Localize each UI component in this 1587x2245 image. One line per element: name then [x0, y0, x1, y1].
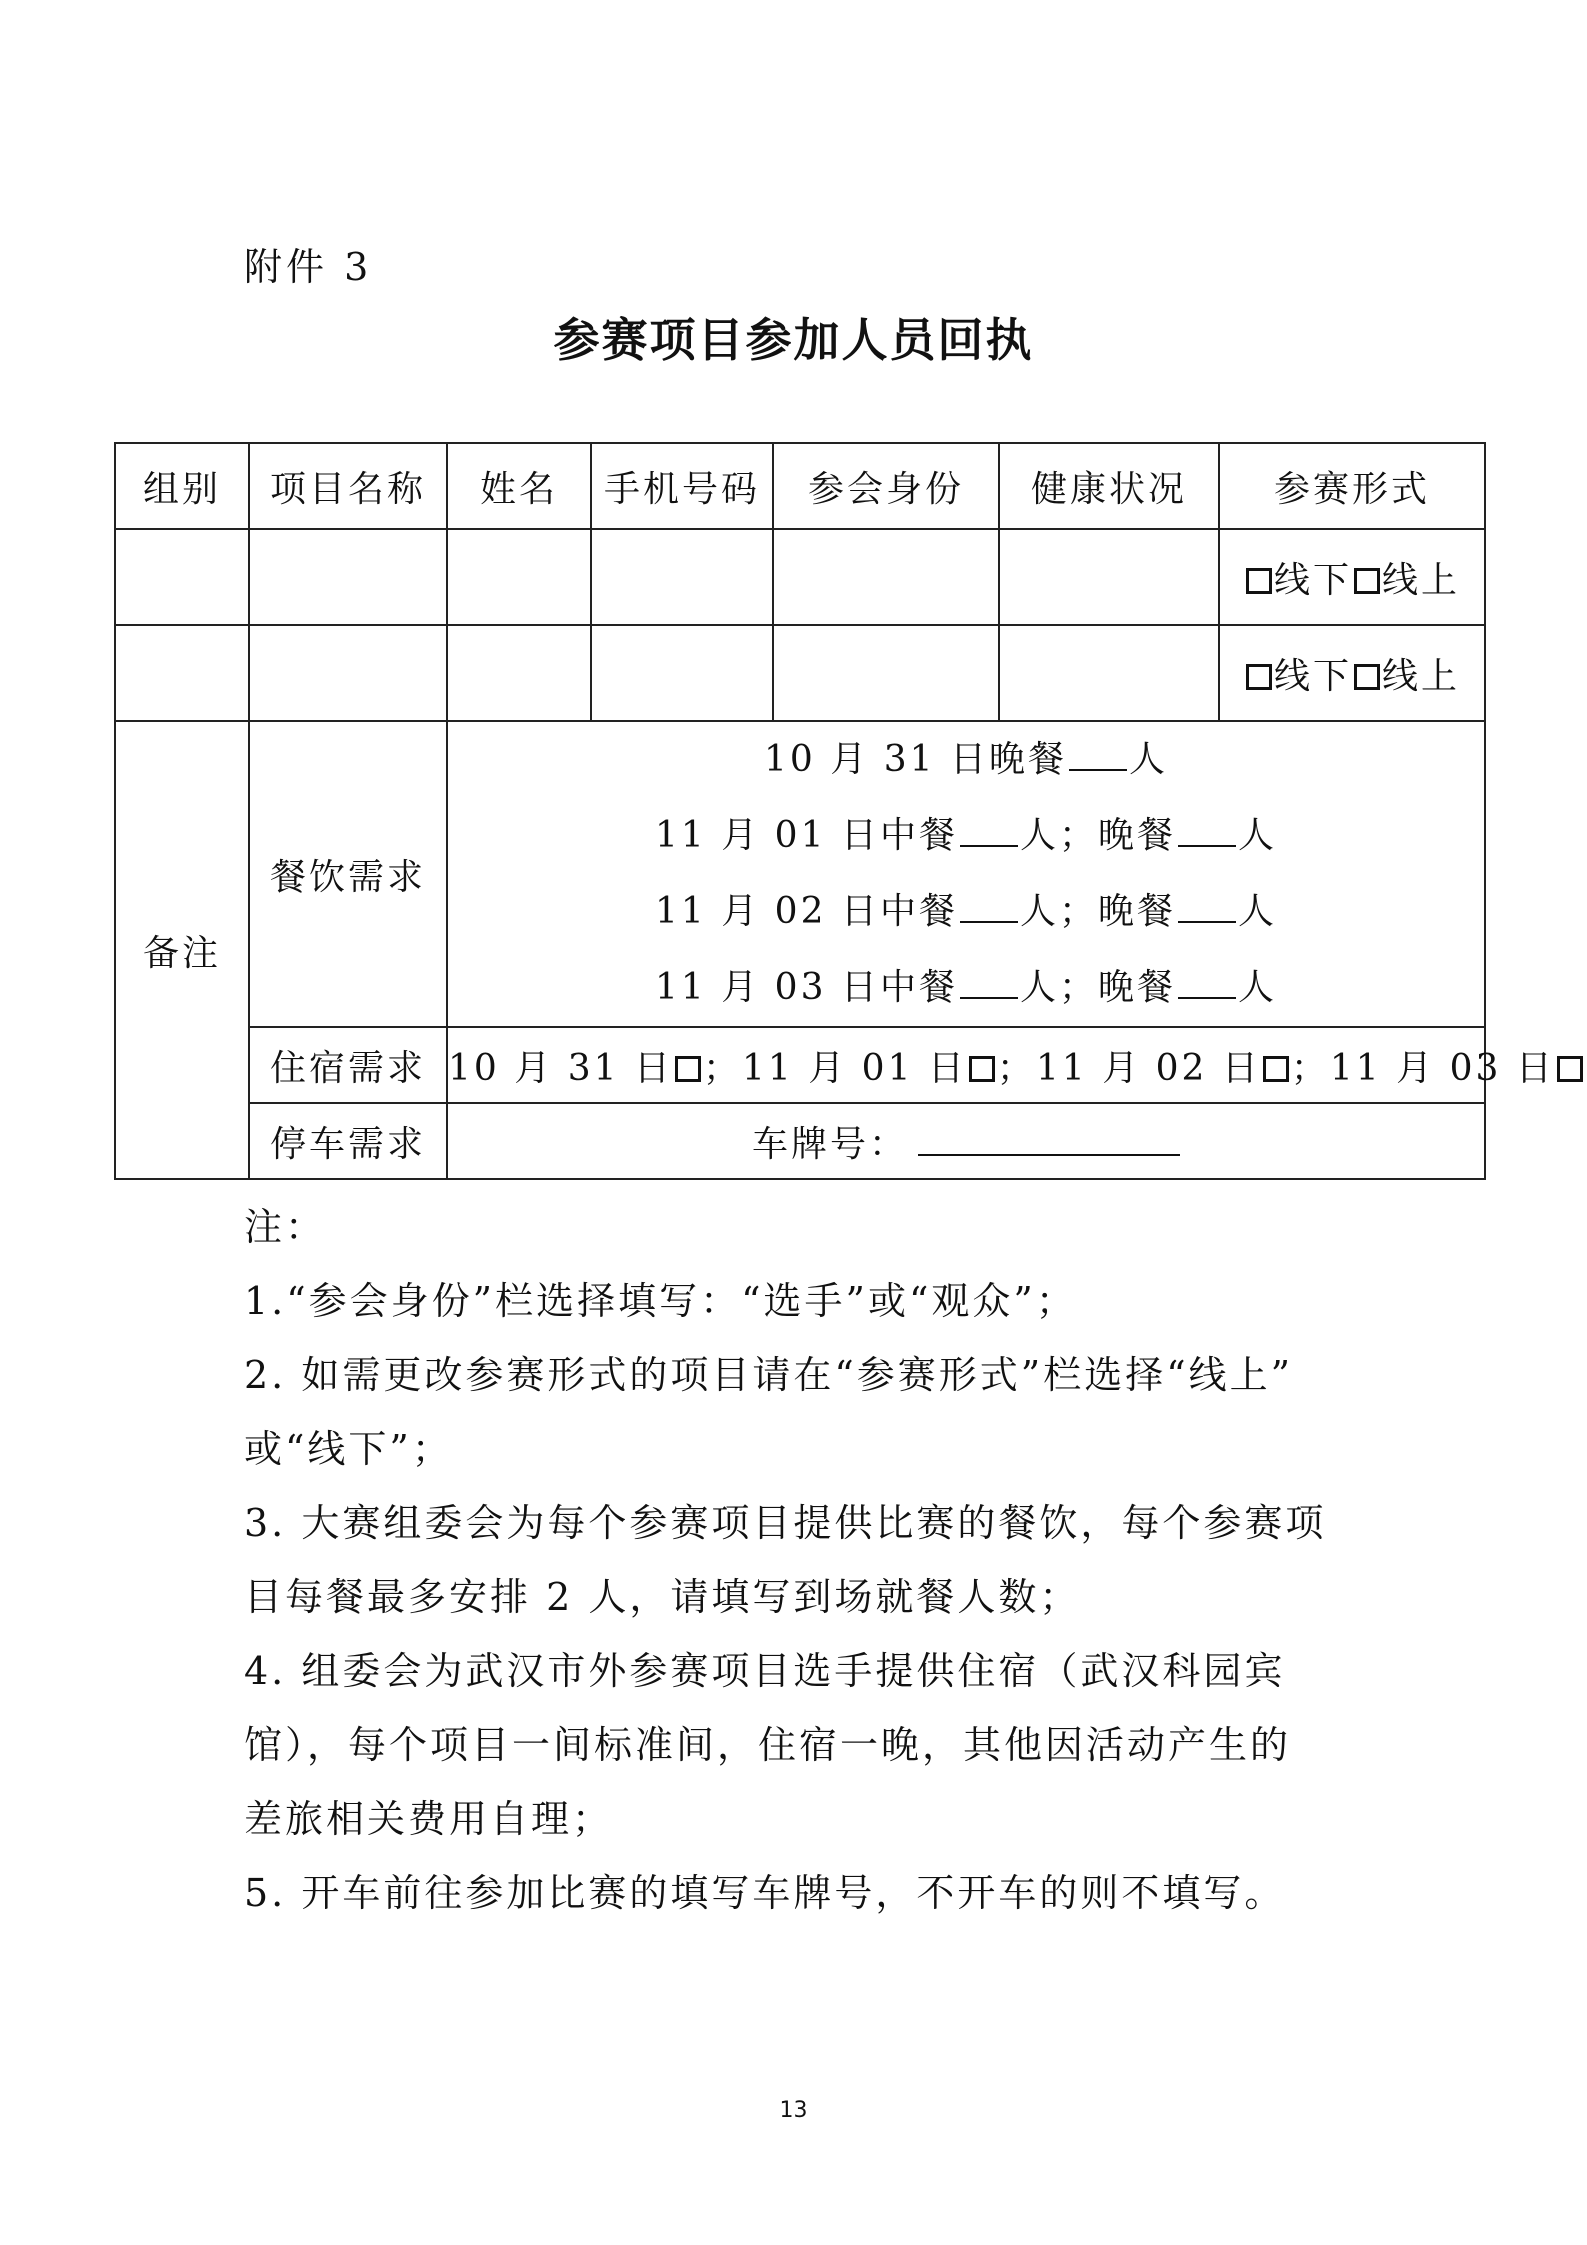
meal-name: 晚餐	[988, 739, 1067, 780]
parking-label: 停车需求	[249, 1103, 447, 1179]
meal-unit: 人	[1019, 967, 1059, 1008]
cell-name[interactable]	[447, 625, 591, 721]
lodging-separator: ；	[702, 1047, 742, 1089]
note-line: 1.“参会身份”栏选择填写：“选手”或“观众”；	[244, 1279, 1077, 1323]
attachment-label: 附件 3	[244, 245, 373, 289]
meal-unit: 人	[1238, 815, 1278, 856]
meal-unit: 人	[1238, 891, 1278, 932]
lodging-checkbox[interactable]	[969, 1056, 995, 1082]
note-line: 2. 如需更改参赛形式的项目请在“参赛形式”栏选择“线上”	[244, 1353, 1294, 1397]
meal-separator: ；	[1058, 891, 1098, 932]
meal-unit: 人	[1019, 815, 1059, 856]
meal-name: 晚餐	[1097, 891, 1176, 932]
offline-checkbox[interactable]	[1246, 568, 1272, 594]
plate-input[interactable]	[918, 1124, 1180, 1156]
cell-role[interactable]	[773, 529, 999, 625]
note-line: 或“线下”；	[244, 1427, 453, 1471]
lodging-date: 10 月 31 日	[448, 1047, 673, 1089]
lodging-checkbox[interactable]	[1557, 1056, 1583, 1082]
meal-name: 中餐	[879, 891, 958, 932]
lodging-separator: ；	[996, 1047, 1036, 1089]
meal-date: 11 月 03 日	[654, 967, 880, 1008]
online-label: 线上	[1382, 655, 1461, 697]
parking-field	[447, 1103, 1485, 1179]
lodging-label: 住宿需求	[249, 1027, 447, 1103]
cell-project-name[interactable]	[249, 625, 447, 721]
online-checkbox[interactable]	[1354, 568, 1380, 594]
page-number: 13	[779, 2098, 808, 2123]
meal-name: 晚餐	[1097, 815, 1176, 856]
plate-label: 车牌号：	[751, 1123, 908, 1165]
meal-count-input[interactable]	[1069, 739, 1127, 771]
lodging-date: 11 月 02 日	[1035, 1047, 1261, 1089]
meal-count-input[interactable]	[960, 815, 1018, 847]
online-checkbox[interactable]	[1354, 664, 1380, 690]
offline-checkbox[interactable]	[1246, 664, 1272, 690]
header-group: 组别	[115, 443, 249, 529]
cell-phone[interactable]	[591, 529, 773, 625]
lodging-separator: ；	[1290, 1047, 1330, 1089]
meal-line	[448, 950, 1484, 1026]
meal-unit: 人	[1128, 739, 1168, 780]
note-line: 3. 大赛组委会为每个参赛项目提供比赛的餐饮，每个参赛项	[244, 1501, 1327, 1545]
note-line: 目每餐最多安排 2 人，请填写到场就餐人数；	[244, 1575, 1081, 1619]
meal-count-input[interactable]	[960, 891, 1018, 923]
cell-format	[1219, 529, 1485, 625]
cell-name[interactable]	[447, 529, 591, 625]
cell-phone[interactable]	[591, 625, 773, 721]
meal-date: 10 月 31 日	[764, 739, 989, 780]
table-row	[115, 625, 1485, 721]
meal-unit: 人	[1238, 967, 1278, 1008]
header-format: 参赛形式	[1219, 443, 1485, 529]
cell-format	[1219, 625, 1485, 721]
catering-label: 餐饮需求	[249, 721, 447, 1027]
catering-row	[115, 721, 1485, 1027]
lodging-checkbox[interactable]	[675, 1056, 701, 1082]
note-line: 差旅相关费用自理；	[244, 1797, 614, 1841]
meal-line	[448, 798, 1484, 874]
meal-line	[448, 722, 1484, 798]
notes-section	[244, 1190, 1364, 1930]
meal-name: 中餐	[879, 815, 958, 856]
lodging-date: 11 月 01 日	[741, 1047, 967, 1089]
note-line: 馆），每个项目一间标准间，住宿一晚，其他因活动产生的	[244, 1723, 1292, 1767]
note-line: 5. 开车前往参加比赛的填写车牌号，不开车的则不填写。	[244, 1871, 1286, 1915]
offline-label: 线下	[1273, 559, 1352, 601]
cell-group[interactable]	[115, 529, 249, 625]
parking-row	[115, 1103, 1485, 1179]
header-name: 姓名	[447, 443, 591, 529]
catering-lines	[447, 721, 1485, 1027]
header-health: 健康状况	[999, 443, 1219, 529]
cell-health[interactable]	[999, 625, 1219, 721]
meal-count-input[interactable]	[960, 967, 1018, 999]
cell-health[interactable]	[999, 529, 1219, 625]
lodging-checkbox[interactable]	[1263, 1056, 1289, 1082]
meal-count-input[interactable]	[1178, 967, 1236, 999]
meal-lines-container	[448, 722, 1484, 1026]
meal-separator: ；	[1058, 815, 1098, 856]
meal-count-input[interactable]	[1178, 815, 1236, 847]
page-title: 参赛项目参加人员回执	[553, 313, 1034, 367]
meal-count-input[interactable]	[1178, 891, 1236, 923]
header-role: 参会身份	[773, 443, 999, 529]
offline-label: 线下	[1273, 655, 1352, 697]
header-project-name: 项目名称	[249, 443, 447, 529]
lodging-row	[115, 1027, 1485, 1103]
lodging-options	[447, 1027, 1555, 1103]
lodging-date: 11 月 03 日	[1329, 1047, 1555, 1089]
table-header-row	[115, 443, 1485, 529]
meal-unit: 人	[1019, 891, 1059, 932]
meal-date: 11 月 01 日	[654, 815, 880, 856]
meal-line	[448, 874, 1484, 950]
header-phone: 手机号码	[591, 443, 773, 529]
meal-date: 11 月 02 日	[654, 891, 880, 932]
notes-heading: 注：	[244, 1205, 327, 1249]
remarks-label: 备注	[115, 721, 249, 1179]
note-line: 4. 组委会为武汉市外参赛项目选手提供住宿（武汉科园宾	[244, 1649, 1286, 1693]
online-label: 线上	[1382, 559, 1461, 601]
meal-name: 中餐	[879, 967, 958, 1008]
meal-separator: ；	[1058, 967, 1098, 1008]
cell-project-name[interactable]	[249, 529, 447, 625]
meal-name: 晚餐	[1097, 967, 1176, 1008]
cell-group[interactable]	[115, 625, 249, 721]
cell-role[interactable]	[773, 625, 999, 721]
registration-table	[114, 442, 1555, 1180]
table-row	[115, 529, 1485, 625]
